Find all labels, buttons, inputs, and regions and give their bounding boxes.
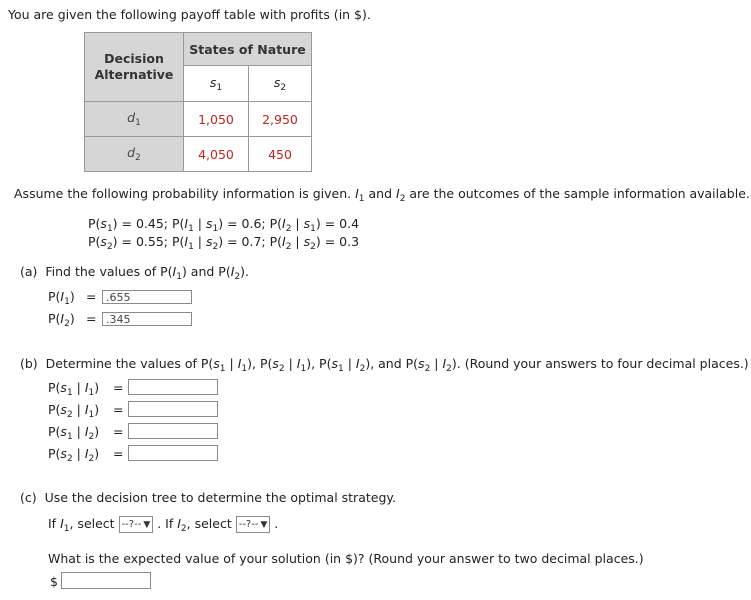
decision-alternative-header: Decision Alternative <box>85 33 184 102</box>
cell-d2-s1: 4,050 <box>184 137 249 172</box>
row-d2-label: $d_2$ <box>85 137 184 172</box>
strategy-i1-select[interactable]: --?-- ▼ <box>119 516 154 533</box>
answer-p-s2-i2-label: $P(s_2$ | $I_2$) <box>48 446 100 464</box>
part-a-prompt: (a) Find the values of $P(I_1)$ and $P(I_2)$. <box>20 264 249 282</box>
answer-p-s2-i1-label: $P(s_2$ | $I_1$) <box>48 402 100 420</box>
equals-sign: = <box>86 289 97 304</box>
state-s1-header: $s_1$ <box>184 66 249 102</box>
part-b-prompt: (b) Determine the values of $P(s_1$ | $I_1$), $P(s_2$ | $I_1$), $P(s_1$ | $I_2$), and $P(s_2$ | $I_2$). (Round your answers to four decimal places.) <box>20 356 749 374</box>
equals-sign: = <box>113 424 124 439</box>
payoff-table <box>84 32 312 172</box>
answer-p-i2-label: $P(I_2)$ <box>48 311 75 329</box>
row-d1-label: $d_1$ <box>85 102 184 137</box>
equals-sign: = <box>86 311 97 326</box>
state-s2-header: $s_2$ <box>249 66 312 102</box>
answer-p-i1-field[interactable]: .655 <box>102 290 192 304</box>
strategy-i2-select[interactable]: --?-- ▼ <box>236 516 271 533</box>
answer-p-i2-field[interactable]: .345 <box>102 312 192 326</box>
strategy-row: If $I_1$, select --?-- ▼ . If $I_2$, select --?-- ▼ . <box>48 516 279 534</box>
cell-d1-s2: 2,950 <box>249 102 312 137</box>
equals-sign: = <box>113 402 124 417</box>
equals-sign: = <box>113 446 124 461</box>
probability-line-1: $P(s_1) = 0.45$; $P(I_1$ | $s_1) = 0.6$; $P(I_2$ | $s_1) = 0.4$ <box>88 216 360 234</box>
intro-text: You are given the following payoff table with profits (in $). <box>8 7 371 22</box>
chevron-down-icon: ▼ <box>260 520 268 530</box>
cell-d2-s2: 450 <box>249 137 312 172</box>
answer-p-s1-i2-field[interactable] <box>128 423 218 439</box>
probability-line-2: $P(s_2) = 0.55$; $P(I_1$ | $s_2) = 0.7$; $P(I_2$ | $s_2) = 0.3$ <box>88 234 360 252</box>
dollar-sign: $ <box>50 574 58 589</box>
cell-d1-s1: 1,050 <box>184 102 249 137</box>
answer-p-s1-i1-label: $P(s_1$ | $I_1$) <box>48 380 100 398</box>
part-c-prompt: (c) Use the decision tree to determine the optimal strategy. <box>20 490 396 505</box>
answer-p-s1-i1-field[interactable] <box>128 379 218 395</box>
answer-p-s1-i2-label: $P(s_1$ | $I_2$) <box>48 424 100 442</box>
chevron-down-icon: ▼ <box>143 520 151 530</box>
answer-p-s2-i2-field[interactable] <box>128 445 218 461</box>
assume-text: Assume the following probability information is given. $I_1$ and $I_2$ are the outcomes of the sample information available. <box>14 186 750 204</box>
equals-sign: = <box>113 380 124 395</box>
expected-value-field[interactable] <box>61 572 151 589</box>
answer-p-s2-i1-field[interactable] <box>128 401 218 417</box>
ev-question: What is the expected value of your solution (in $)? (Round your answer to two decimal places.) <box>48 551 644 566</box>
answer-p-i1-label: $P(I_1)$ <box>48 289 75 307</box>
states-of-nature-header: States of Nature <box>184 33 312 66</box>
